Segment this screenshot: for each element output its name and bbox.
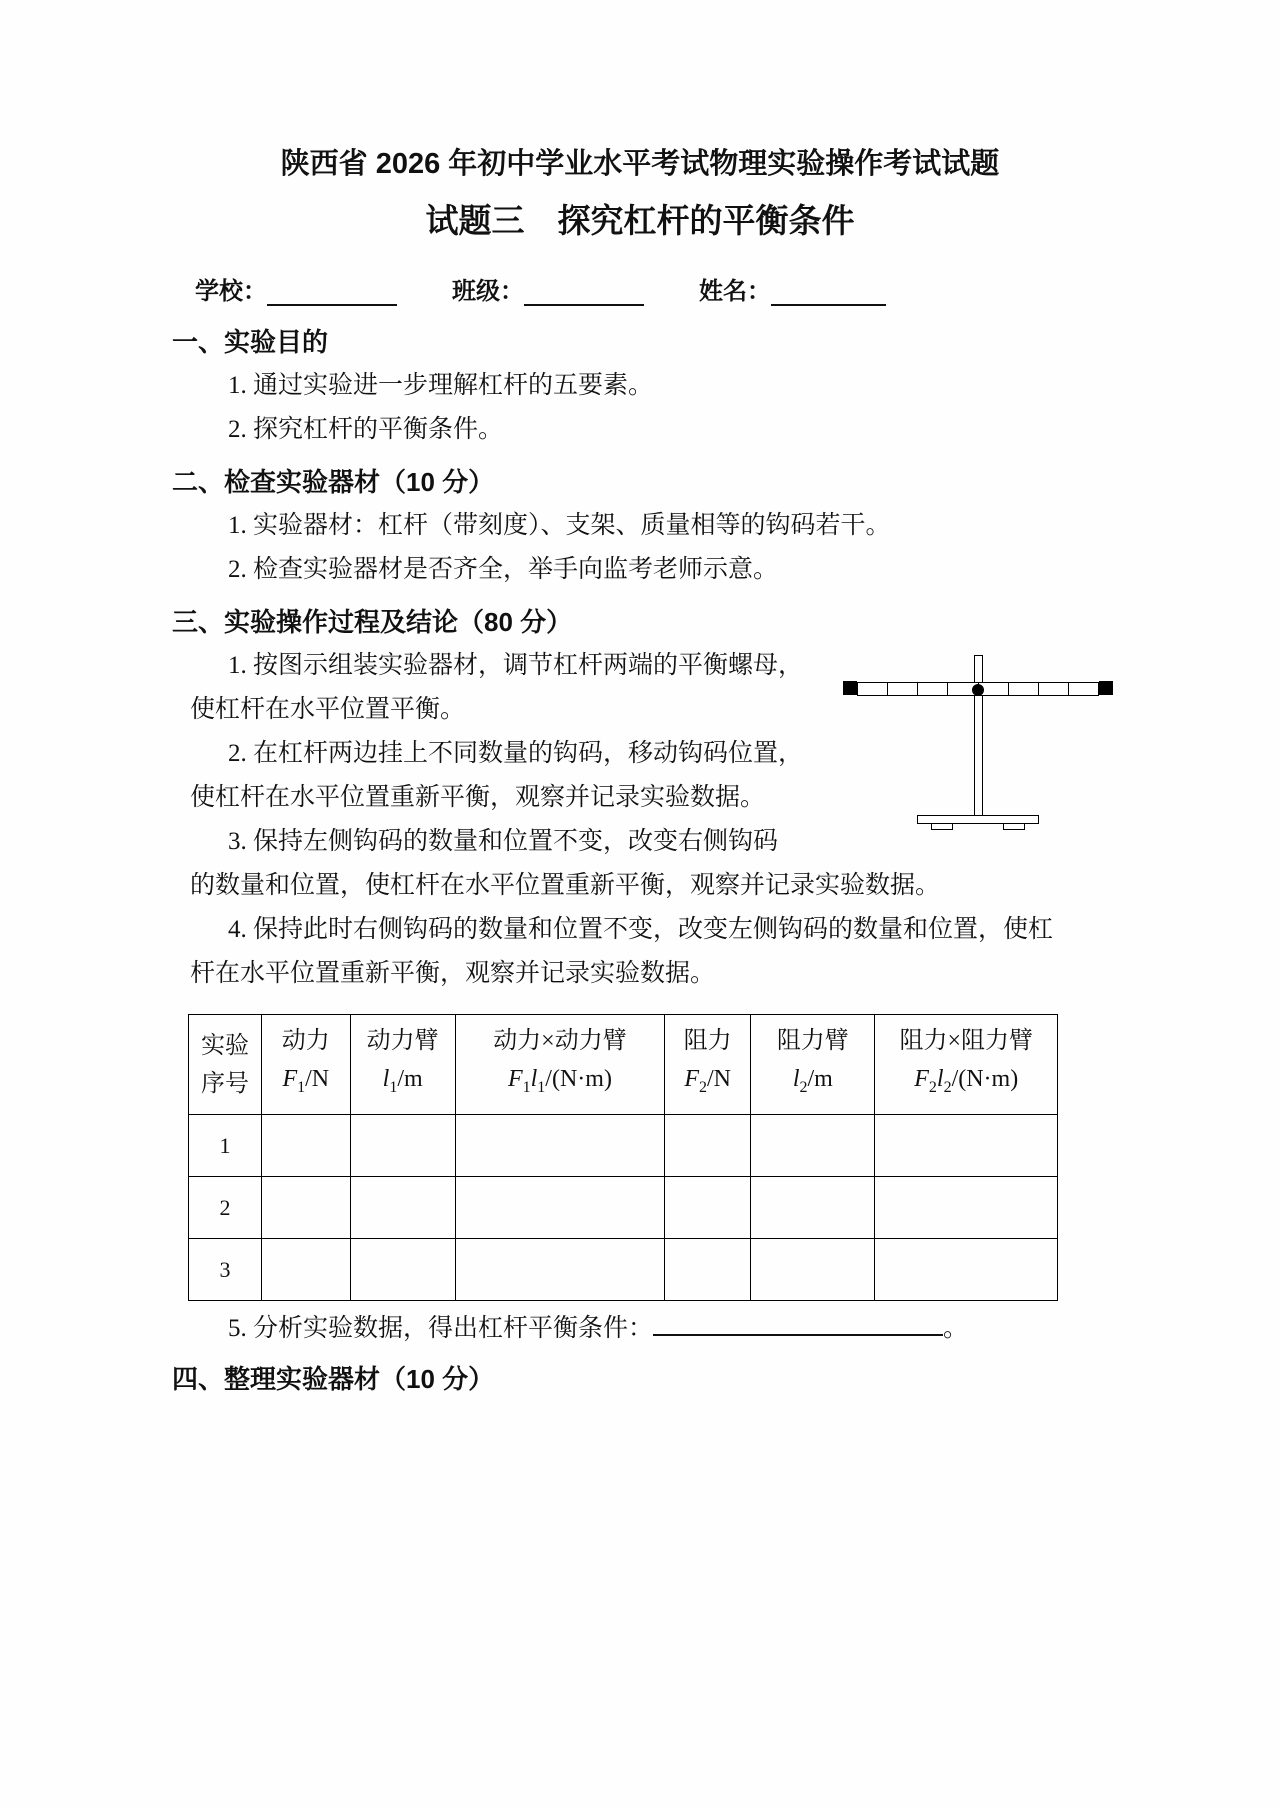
class-input-blank[interactable]: [524, 281, 644, 306]
step5-period: 。: [943, 1315, 969, 1342]
trial-number: 2: [189, 1177, 262, 1239]
data-cell[interactable]: [751, 1239, 875, 1301]
step2-line2: 使杠杆在水平位置重新平衡，观察并记录实验数据。: [190, 784, 766, 811]
procedure-step-4: [190, 908, 1150, 996]
trial-number: 3: [189, 1239, 262, 1301]
step3-line1: 3. 保持左侧钩码的数量和位置不变，改变右侧钩码: [228, 828, 779, 855]
step4-line1: 4. 保持此时右侧钩码的数量和位置不变，改变左侧钩码的数量和位置，使杠: [228, 916, 1054, 943]
data-cell[interactable]: [261, 1177, 350, 1239]
name-input-blank[interactable]: [771, 281, 886, 306]
section-heading-tidy: 四、整理实验器材（10 分）: [172, 1364, 495, 1394]
col-header-resistance: 阻力 $F_2/N$: [665, 1015, 751, 1115]
step3-line2: 的数量和位置，使杠杆在水平位置重新平衡，观察并记录实验数据。: [190, 872, 941, 899]
check-item-2: 2. 检查实验器材是否齐全，举手向监考老师示意。: [228, 556, 779, 583]
step5-text: 5. 分析实验数据，得出杠杆平衡条件：: [228, 1315, 654, 1342]
data-cell[interactable]: [350, 1115, 455, 1177]
school-input-blank[interactable]: [267, 281, 397, 306]
lever-diagram: [843, 655, 1113, 835]
stand-foot: [931, 823, 953, 830]
data-cell[interactable]: [875, 1239, 1058, 1301]
left-balance-nut-icon: [843, 681, 857, 695]
school-field: [195, 271, 397, 306]
fulcrum-pivot-icon: [972, 684, 984, 696]
data-cell[interactable]: [350, 1177, 455, 1239]
beam-segment: [918, 683, 948, 695]
data-cell[interactable]: [455, 1177, 664, 1239]
page-title: 陕西省 2026 年初中学业水平考试物理实验操作考试试题: [280, 148, 1000, 180]
col-header-effort: 动力 $F_1/N$: [261, 1015, 350, 1115]
step4-line2: 杆在水平位置重新平衡，观察并记录实验数据。: [190, 960, 716, 987]
table-row: [189, 1177, 1058, 1239]
beam-segment: [888, 683, 918, 695]
class-field: [452, 271, 644, 306]
data-cell[interactable]: [455, 1239, 664, 1301]
data-cell[interactable]: [875, 1177, 1058, 1239]
school-label: 学校：: [195, 278, 267, 305]
procedure-step-5: [190, 1307, 1150, 1351]
data-cell[interactable]: [665, 1115, 751, 1177]
exam-subtitle: 试题三 探究杠杆的平衡条件: [425, 202, 855, 239]
col-header-trial: 实验 序号: [189, 1015, 262, 1115]
col-header-effort-arm: 动力臂 $l_1/m$: [350, 1015, 455, 1115]
data-cell[interactable]: [665, 1177, 751, 1239]
col-header-resistance-arm: 阻力臂 $l_2/m$: [751, 1015, 875, 1115]
data-cell[interactable]: [455, 1115, 664, 1177]
experiment-data-table: [188, 1014, 1058, 1301]
trial-number: 1: [189, 1115, 262, 1177]
section-heading-check: 二、检查实验器材（10 分）: [172, 467, 495, 497]
table-row: [189, 1115, 1058, 1177]
step1-line1: 1. 按图示组装实验器材，调节杠杆两端的平衡螺母，: [228, 652, 804, 679]
check-item-1: 1. 实验器材：杠杆（带刻度）、支架、质量相等的钩码若干。: [228, 512, 891, 539]
data-cell[interactable]: [875, 1115, 1058, 1177]
data-cell[interactable]: [261, 1239, 350, 1301]
col-header-resistance-product: 阻力×阻力臂 $F_2l_2/(N\cdot m)$: [875, 1015, 1058, 1115]
stand-foot: [1003, 823, 1025, 830]
stand-post: [974, 655, 983, 817]
conclusion-input-blank[interactable]: [653, 1310, 943, 1336]
beam-segment: [858, 683, 888, 695]
data-cell[interactable]: [751, 1177, 875, 1239]
step1-line2: 使杠杆在水平位置平衡。: [190, 696, 466, 723]
name-field: [699, 271, 886, 306]
data-cell[interactable]: [665, 1239, 751, 1301]
beam-segment: [1009, 683, 1039, 695]
data-cell[interactable]: [350, 1239, 455, 1301]
right-balance-nut-icon: [1099, 681, 1113, 695]
class-label: 班级：: [452, 278, 524, 305]
data-cell[interactable]: [261, 1115, 350, 1177]
table-header-row: [189, 1015, 1058, 1115]
purpose-item-1: 1. 通过实验进一步理解杠杆的五要素。: [228, 372, 654, 399]
name-label: 姓名：: [699, 278, 771, 305]
col-header-effort-product: 动力×动力臂 $F_1l_1/(N\cdot m)$: [455, 1015, 664, 1115]
purpose-item-2: 2. 探究杠杆的平衡条件。: [228, 416, 504, 443]
section-heading-purpose: 一、实验目的: [172, 327, 329, 357]
beam-segment: [1069, 683, 1098, 695]
step2-line1: 2. 在杠杆两边挂上不同数量的钩码，移动钩码位置，: [228, 740, 804, 767]
beam-segment: [1039, 683, 1069, 695]
table-row: [189, 1239, 1058, 1301]
student-info-row: [195, 270, 1280, 306]
section-heading-procedure: 三、实验操作过程及结论（80 分）: [172, 607, 573, 637]
data-cell[interactable]: [751, 1115, 875, 1177]
